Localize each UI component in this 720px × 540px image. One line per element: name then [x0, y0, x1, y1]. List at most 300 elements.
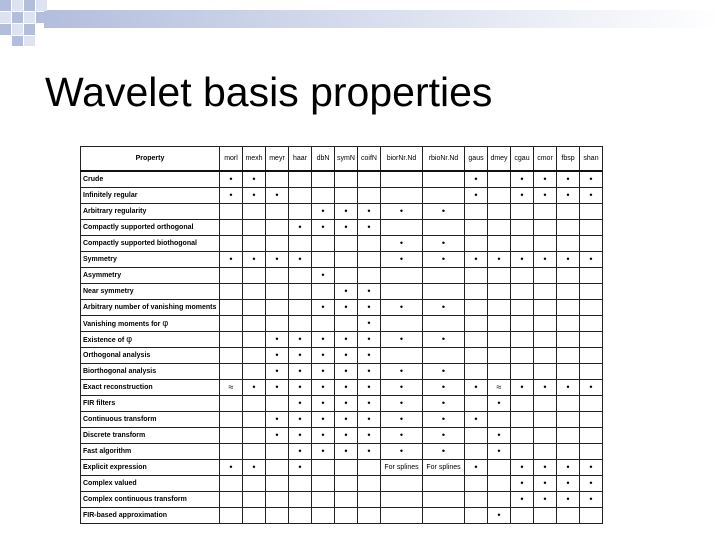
table-cell: • [511, 188, 534, 204]
table-cell [534, 508, 557, 524]
property-label [81, 300, 220, 316]
table-cell [580, 396, 603, 412]
property-label-text: Arbitrary number of vanishing moments [83, 304, 217, 311]
table-cell [335, 171, 358, 188]
table-cell [266, 268, 289, 284]
property-label [81, 204, 220, 220]
property-label-text: Asymmetry [83, 272, 122, 279]
table-cell: • [358, 364, 381, 380]
header-gradient-band [44, 10, 720, 28]
table-cell: • [534, 188, 557, 204]
table-cell [289, 236, 312, 252]
table-cell [289, 171, 312, 188]
table-cell: • [534, 380, 557, 396]
table-cell [534, 444, 557, 460]
table-cell [243, 428, 266, 444]
table-cell [266, 492, 289, 508]
table-cell [266, 220, 289, 236]
table-cell [511, 508, 534, 524]
table-cell: • [511, 171, 534, 188]
table-cell [488, 460, 511, 476]
table-cell: • [358, 396, 381, 412]
table-cell [358, 476, 381, 492]
table-cell [557, 348, 580, 364]
table-cell [358, 252, 381, 268]
table-cell [423, 188, 465, 204]
property-label [81, 492, 220, 508]
property-label [81, 396, 220, 412]
column-header-cgau: cgau [511, 147, 534, 172]
table-cell: • [358, 348, 381, 364]
table-cell: • [488, 444, 511, 460]
table-cell: • [335, 364, 358, 380]
table-cell: • [312, 332, 335, 348]
deco-square [24, 36, 35, 46]
table-cell: • [580, 188, 603, 204]
table-cell [580, 284, 603, 300]
table-cell [381, 316, 423, 332]
table-cell: ≈ [220, 380, 243, 396]
table-cell [465, 364, 488, 380]
table-cell: • [289, 460, 312, 476]
table-cell: • [511, 476, 534, 492]
table-cell [358, 236, 381, 252]
table-cell [534, 284, 557, 300]
table-cell [580, 412, 603, 428]
table-cell [266, 300, 289, 316]
table-cell [423, 220, 465, 236]
table-cell [335, 252, 358, 268]
table-cell: • [465, 252, 488, 268]
table-cell: • [289, 252, 312, 268]
table-cell [488, 284, 511, 300]
property-label [81, 171, 220, 188]
table-cell [220, 492, 243, 508]
table-cell [465, 444, 488, 460]
table-cell: • [511, 252, 534, 268]
table-row [81, 316, 603, 332]
table-cell: • [557, 380, 580, 396]
table-cell [358, 188, 381, 204]
table-cell [534, 332, 557, 348]
table-cell [465, 348, 488, 364]
table-cell: • [266, 188, 289, 204]
phi-symbol: φ [162, 317, 169, 328]
table-cell: • [381, 444, 423, 460]
table-cell [557, 508, 580, 524]
table-cell [335, 316, 358, 332]
table-cell [220, 268, 243, 284]
table-row [81, 188, 603, 204]
property-label [81, 268, 220, 284]
table-cell [220, 508, 243, 524]
table-row [81, 268, 603, 284]
table-cell [511, 236, 534, 252]
table-cell [488, 364, 511, 380]
table-cell [534, 300, 557, 316]
corner-decoration [0, 0, 720, 46]
table-cell [423, 348, 465, 364]
table-cell [335, 268, 358, 284]
table-cell [381, 348, 423, 364]
property-label [81, 332, 220, 348]
deco-square [36, 12, 47, 23]
table-cell [220, 236, 243, 252]
property-label [81, 252, 220, 268]
table-cell [580, 444, 603, 460]
table-cell: • [335, 204, 358, 220]
table-cell: • [488, 428, 511, 444]
table-cell: • [243, 171, 266, 188]
table-cell: • [465, 460, 488, 476]
table-cell [381, 476, 423, 492]
table-cell [488, 236, 511, 252]
table-cell [266, 476, 289, 492]
table-cell [358, 268, 381, 284]
table-cell [243, 316, 266, 332]
table-cell: • [534, 252, 557, 268]
table-cell [289, 268, 312, 284]
table-cell [312, 252, 335, 268]
table-cell: • [381, 428, 423, 444]
table-cell [266, 460, 289, 476]
table-cell [557, 236, 580, 252]
table-cell: • [335, 220, 358, 236]
table-row [81, 284, 603, 300]
property-label-text: FIR filters [83, 400, 116, 407]
table-cell: • [220, 188, 243, 204]
table-cell [381, 508, 423, 524]
table-cell [511, 412, 534, 428]
table-row [81, 236, 603, 252]
table-row [81, 332, 603, 348]
column-header-dbn: dbN [312, 147, 335, 172]
table-row [81, 171, 603, 188]
property-column-header: Property [81, 147, 220, 172]
table-cell: • [423, 396, 465, 412]
table-cell: • [289, 332, 312, 348]
table-cell [511, 284, 534, 300]
table-cell: • [534, 492, 557, 508]
table-row [81, 300, 603, 316]
table-cell: • [335, 428, 358, 444]
property-label-text: Symmetry [83, 256, 117, 263]
table-cell: • [381, 252, 423, 268]
table-cell [534, 396, 557, 412]
column-header-mexh: mexh [243, 147, 266, 172]
table-cell [488, 300, 511, 316]
property-label-text: Discrete transform [83, 432, 146, 439]
table-cell [580, 268, 603, 284]
table-cell [312, 476, 335, 492]
table-cell [580, 428, 603, 444]
table-cell [511, 348, 534, 364]
table-cell [335, 492, 358, 508]
table-row [81, 508, 603, 524]
table-cell [465, 204, 488, 220]
table-cell [580, 316, 603, 332]
table-cell [220, 428, 243, 444]
deco-square [0, 24, 11, 35]
property-label [81, 220, 220, 236]
property-label [81, 188, 220, 204]
table-cell [312, 460, 335, 476]
table-cell: • [511, 460, 534, 476]
table-cell [488, 492, 511, 508]
table-cell [534, 204, 557, 220]
table-cell [358, 171, 381, 188]
table-cell [511, 332, 534, 348]
property-label [81, 508, 220, 524]
table-cell [220, 348, 243, 364]
table-cell: • [243, 188, 266, 204]
table-cell [220, 332, 243, 348]
table-cell: • [289, 444, 312, 460]
property-label-text: Fast algorithm [83, 448, 132, 455]
table-cell [488, 220, 511, 236]
table-cell: • [465, 380, 488, 396]
table-cell: • [312, 268, 335, 284]
table-cell: • [335, 412, 358, 428]
table-cell: • [465, 188, 488, 204]
table-cell: • [557, 252, 580, 268]
table-cell [488, 476, 511, 492]
table-cell: • [266, 380, 289, 396]
property-label [81, 476, 220, 492]
deco-square [12, 12, 23, 23]
table-cell [465, 284, 488, 300]
property-label-text: Compactly supported biothogonal [83, 240, 197, 247]
table-cell: • [534, 460, 557, 476]
column-header-dmey: dmey [488, 147, 511, 172]
table-cell: • [381, 412, 423, 428]
column-header-gaus: gaus [465, 147, 488, 172]
table-cell: • [243, 460, 266, 476]
property-label-text: Crude [83, 176, 104, 183]
table-cell [580, 300, 603, 316]
table-cell [534, 412, 557, 428]
table-cell [312, 316, 335, 332]
table-cell [266, 316, 289, 332]
column-header-cmor: cmor [534, 147, 557, 172]
property-label-text: Arbitrary regularity [83, 208, 147, 215]
table-cell [243, 300, 266, 316]
deco-square [12, 0, 23, 11]
table-cell [580, 348, 603, 364]
table-cell [335, 460, 358, 476]
table-cell [465, 396, 488, 412]
table-cell [266, 284, 289, 300]
table-cell: • [423, 412, 465, 428]
table-cell [557, 316, 580, 332]
property-label [81, 236, 220, 252]
property-label-text: Existence of [83, 336, 125, 344]
table-cell [534, 316, 557, 332]
table-cell: • [511, 492, 534, 508]
table-cell [220, 412, 243, 428]
table-cell: • [557, 476, 580, 492]
property-label-text: Explicit expression [83, 464, 147, 471]
table-cell: • [358, 332, 381, 348]
table-cell [488, 348, 511, 364]
deco-square [12, 36, 23, 46]
property-label-text: Compactly supported orthogonal [83, 224, 194, 231]
table-row [81, 460, 603, 476]
property-label-text: Vanishing moments for [83, 320, 161, 328]
table-cell: • [312, 364, 335, 380]
table-row [81, 492, 603, 508]
table-cell [220, 204, 243, 220]
table-cell: • [488, 396, 511, 412]
table-cell: • [220, 171, 243, 188]
table-cell [243, 284, 266, 300]
property-label-text: Complex continuous transform [83, 496, 187, 503]
table-cell [220, 300, 243, 316]
table-header-row [81, 147, 603, 172]
table-cell [335, 236, 358, 252]
column-header-biornr-nd: biorNr.Nd [381, 147, 423, 172]
table-row [81, 220, 603, 236]
table-cell [511, 316, 534, 332]
deco-square [0, 12, 11, 23]
table-cell [243, 396, 266, 412]
table-cell: • [335, 380, 358, 396]
table-cell: • [580, 476, 603, 492]
deco-square [36, 0, 47, 11]
table-cell [534, 268, 557, 284]
table-cell: • [358, 300, 381, 316]
table-cell: • [381, 380, 423, 396]
table-cell [220, 284, 243, 300]
table-cell: For splines [423, 460, 465, 476]
property-label-text: FIR-based approximation [83, 512, 168, 519]
table-cell: • [381, 396, 423, 412]
table-cell: • [289, 348, 312, 364]
table-row [81, 428, 603, 444]
table-cell [381, 268, 423, 284]
table-cell [423, 268, 465, 284]
table-cell [381, 220, 423, 236]
property-label-text: Exact reconstruction [83, 384, 153, 391]
table-cell: • [289, 396, 312, 412]
table-cell [423, 492, 465, 508]
table-cell: • [312, 428, 335, 444]
table-cell: • [423, 332, 465, 348]
table-cell [289, 204, 312, 220]
column-header-symn: symN [335, 147, 358, 172]
table-cell [335, 508, 358, 524]
table-cell [534, 364, 557, 380]
table-cell: • [220, 460, 243, 476]
table-cell: • [312, 380, 335, 396]
table-cell [534, 220, 557, 236]
table-cell [488, 412, 511, 428]
table-cell [465, 316, 488, 332]
property-label [81, 460, 220, 476]
table-cell [465, 300, 488, 316]
table-cell [488, 316, 511, 332]
property-label-text: Complex valued [83, 480, 137, 487]
table-cell: • [580, 492, 603, 508]
table-cell [557, 444, 580, 460]
table-cell [312, 284, 335, 300]
table-cell [358, 492, 381, 508]
table-cell [580, 220, 603, 236]
property-label-text: Infinitely regular [83, 192, 138, 199]
table-cell [312, 188, 335, 204]
table-cell [465, 428, 488, 444]
table-cell [381, 284, 423, 300]
table-cell: • [358, 284, 381, 300]
table-cell: For splines [381, 460, 423, 476]
table-cell [580, 236, 603, 252]
property-label [81, 380, 220, 396]
table-cell [243, 220, 266, 236]
table-cell: • [312, 412, 335, 428]
table-cell [465, 220, 488, 236]
table-cell: • [335, 396, 358, 412]
table-cell [423, 171, 465, 188]
table-row [81, 396, 603, 412]
property-label-text: Biorthogonal analysis [83, 368, 157, 375]
table-cell: • [335, 332, 358, 348]
table-cell: • [465, 412, 488, 428]
table-cell: • [312, 300, 335, 316]
properties-table [80, 146, 603, 524]
table-cell [534, 236, 557, 252]
table-cell [312, 492, 335, 508]
table-cell [243, 412, 266, 428]
table-cell: • [580, 460, 603, 476]
table-cell: • [289, 412, 312, 428]
table-cell: • [289, 380, 312, 396]
property-label-text: Orthogonal analysis [83, 352, 151, 359]
table-cell: • [423, 364, 465, 380]
table-cell: • [381, 236, 423, 252]
table-cell: • [266, 428, 289, 444]
table-cell [289, 492, 312, 508]
deco-square [24, 12, 35, 23]
table-cell [488, 204, 511, 220]
table-cell [220, 444, 243, 460]
column-header-rbionr-nd: rbioNr.Nd [423, 147, 465, 172]
table-cell: • [557, 492, 580, 508]
table-cell [289, 316, 312, 332]
table-row [81, 252, 603, 268]
column-header-coifn: coifN [358, 147, 381, 172]
table-cell [580, 204, 603, 220]
table-cell [220, 316, 243, 332]
table-cell [289, 284, 312, 300]
table-cell: ≈ [488, 380, 511, 396]
table-cell: • [289, 428, 312, 444]
table-cell [312, 236, 335, 252]
table-cell [465, 268, 488, 284]
table-cell: • [266, 412, 289, 428]
table-cell [423, 316, 465, 332]
table-cell [465, 236, 488, 252]
table-cell: • [557, 188, 580, 204]
table-cell [266, 396, 289, 412]
deco-square [24, 0, 35, 11]
table-cell: • [358, 428, 381, 444]
table-cell [465, 492, 488, 508]
table-cell: • [381, 204, 423, 220]
table-cell [580, 508, 603, 524]
deco-square [0, 0, 11, 11]
table-cell [335, 476, 358, 492]
table-cell: • [266, 252, 289, 268]
